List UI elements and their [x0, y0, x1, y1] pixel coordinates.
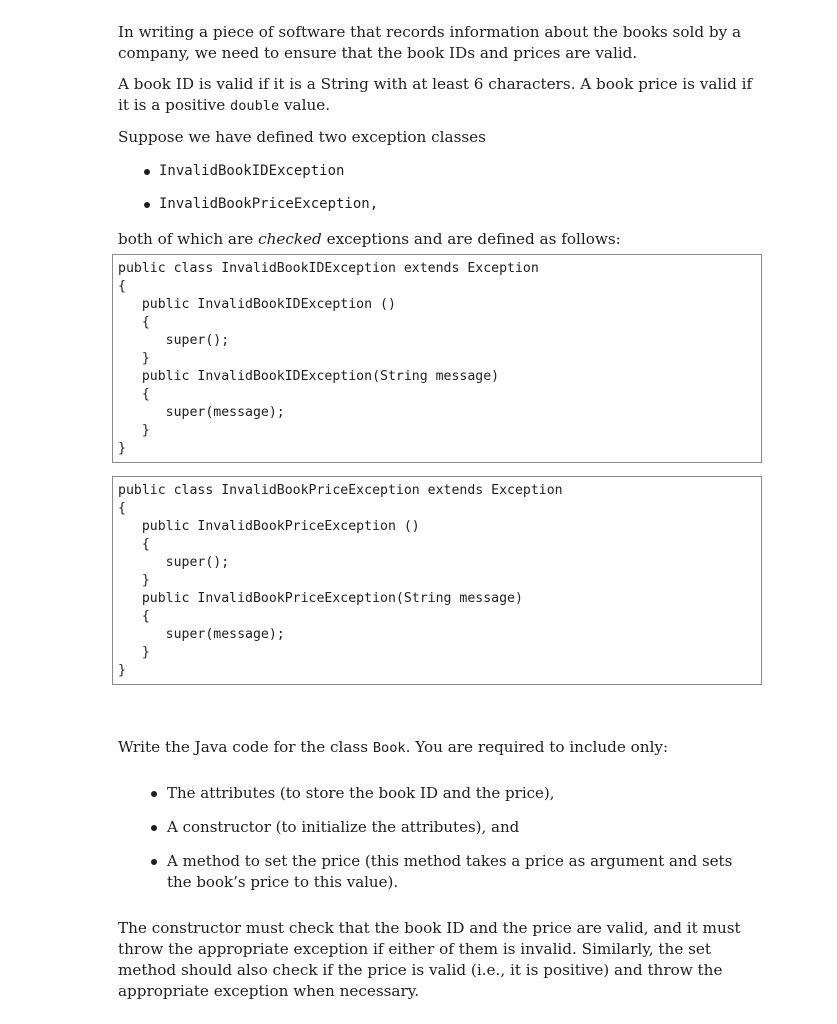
task-paragraph: [118, 737, 758, 759]
intro-paragraph-2-end: value.: [279, 96, 331, 114]
bullet-icon: [151, 825, 157, 831]
code-line: public InvalidBookIDException (): [118, 297, 396, 312]
code-line: }: [118, 573, 150, 588]
code-line: super(message);: [118, 627, 285, 642]
code-line: }: [118, 351, 150, 366]
bullet-icon: [151, 859, 157, 865]
intro-paragraph-4-text: both of which are: [118, 230, 259, 248]
code-line: {: [118, 501, 126, 516]
code-line: super(message);: [118, 405, 285, 420]
intro-paragraph-2: [118, 74, 758, 117]
code-block-invalid-book-id: [112, 254, 762, 463]
intro-paragraph-2-text: A book ID is valid if it is a String with at least 6 characters. A book price is valid if it is a positive: [118, 75, 753, 114]
checked-emphasis: checked: [258, 230, 322, 248]
code-line: super();: [118, 333, 230, 348]
code-line: public InvalidBookPriceException (): [118, 519, 420, 534]
exception-item: InvalidBookIDException: [159, 163, 345, 179]
bullet-icon: [144, 202, 150, 208]
code-line: {: [118, 315, 150, 330]
task-text: Write the Java code for the class: [118, 738, 373, 756]
book-class-name: Book: [372, 740, 406, 756]
code-line: }: [118, 663, 126, 678]
code-line: public InvalidBookPriceException(String message): [118, 591, 523, 606]
exception-item: InvalidBookPriceException,: [159, 196, 379, 212]
intro-paragraph-1: In writing a piece of software that records information about the books sold by a company, we need to ensure that the book IDs and prices are valid.: [118, 23, 742, 62]
intro-paragraph-3: Suppose we have defined two exception classes: [118, 128, 486, 146]
code-block-invalid-book-price: [112, 476, 762, 685]
requirement-item: A method to set the price (this method takes a price as argument and sets the book’s price to this value).: [167, 852, 733, 891]
code-line: {: [118, 279, 126, 294]
code-line: {: [118, 387, 150, 402]
closing-paragraph: The constructor must check that the book ID and the price are valid, and it must throw the appropriate exception if either of them is invalid. Similarly, the set method should also check if the price is valid (i.e., it is positive) and throw the appropriate exception when necessary.: [118, 919, 741, 1000]
requirement-item: The attributes (to store the book ID and the price),: [167, 784, 555, 802]
code-line: {: [118, 609, 150, 624]
code-line: }: [118, 441, 126, 456]
requirement-item: A constructor (to initialize the attributes), and: [167, 818, 520, 836]
code-line: public class InvalidBookPriceException extends Exception: [118, 483, 563, 498]
double-keyword: double: [230, 98, 280, 114]
code-line: public class InvalidBookIDException extends Exception: [118, 261, 539, 276]
intro-paragraph-4-end: exceptions and are defined as follows:: [321, 230, 621, 248]
code-line: {: [118, 537, 150, 552]
code-line: super();: [118, 555, 230, 570]
code-line: }: [118, 645, 150, 660]
task-text-end: . You are required to include only:: [405, 738, 669, 756]
code-line: }: [118, 423, 150, 438]
bullet-icon: [151, 791, 157, 797]
bullet-icon: [144, 169, 150, 175]
intro-paragraph-4: [118, 229, 758, 250]
code-line: public InvalidBookIDException(String message): [118, 369, 500, 384]
